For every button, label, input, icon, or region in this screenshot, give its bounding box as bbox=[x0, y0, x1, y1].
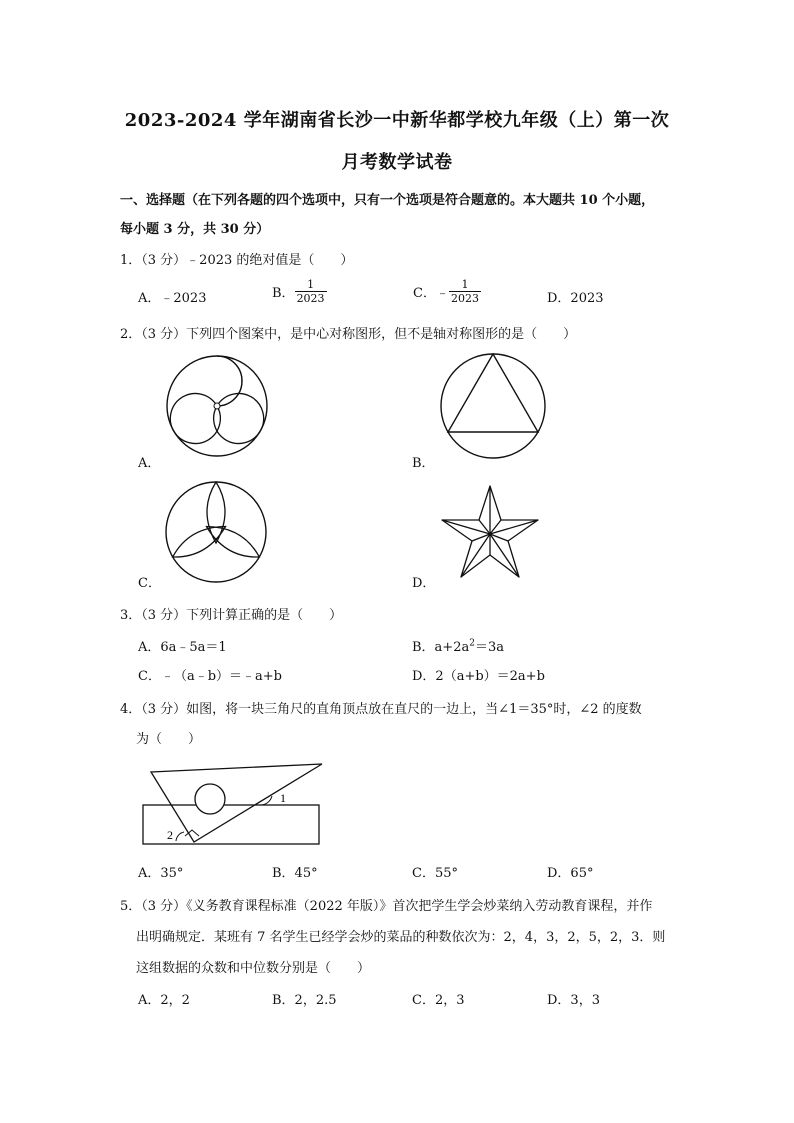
q3-option-b bbox=[412, 636, 504, 655]
q1-option-d: D．2023 bbox=[547, 291, 604, 306]
q4-option-d: D．65° bbox=[547, 866, 594, 881]
q1-option-c-label: C．﹣ bbox=[413, 286, 449, 301]
q3-option-b-exponent: 2 bbox=[469, 638, 475, 649]
q5-stem-line2: 出明确规定．某班有 7 名学生已经学会炒的菜品的种数依次为：2，4，3，2，5，2，3．则 bbox=[136, 930, 666, 945]
page-title-line1: 2023-2024 学年湖南省长沙一中新华都学校九年级（上）第一次 bbox=[124, 110, 670, 131]
q1-option-c bbox=[413, 278, 481, 305]
q5-option-d: D．3，3 bbox=[547, 993, 600, 1008]
q1-option-b bbox=[272, 278, 327, 305]
q1-option-b-label: B． bbox=[272, 286, 295, 301]
q1-option-b-numerator: 1 bbox=[295, 278, 327, 292]
q4-figure-label-1: 1 bbox=[280, 791, 286, 805]
q3-stem: 3．（3 分）下列计算正确的是（ ） bbox=[120, 608, 343, 623]
q2-option-c: C． bbox=[138, 576, 161, 591]
q1-option-c-denominator: 2023 bbox=[450, 292, 479, 305]
q3-option-b-post: ＝3a bbox=[474, 640, 504, 655]
q5-option-c: C．2，3 bbox=[412, 993, 465, 1008]
q1-option-b-denominator: 2023 bbox=[296, 292, 325, 305]
q2-option-b: B． bbox=[412, 456, 435, 471]
q2-option-a: A． bbox=[138, 456, 161, 471]
q2-figure-c bbox=[165, 481, 267, 583]
q3-option-d: D．2（a+b）＝2a+b bbox=[412, 669, 545, 684]
section-heading-line2: 每小题 3 分，共 30 分） bbox=[120, 222, 270, 237]
q3-option-b-pre: B．a+2a bbox=[412, 640, 470, 655]
q4-figure bbox=[140, 762, 326, 846]
section-heading-line1: 一、选择题（在下列各题的四个选项中，只有一个选项是符合题意的。本大题共 10 个小题， bbox=[120, 193, 655, 208]
q4-option-c: C．55° bbox=[412, 866, 458, 881]
q5-option-a: A．2，2 bbox=[138, 993, 190, 1008]
q1-option-b-fraction bbox=[295, 278, 327, 305]
q3-option-a: A．6a﹣5a＝1 bbox=[138, 640, 227, 655]
q2-option-d: D． bbox=[412, 576, 436, 591]
q4-option-a: A．35° bbox=[138, 866, 184, 881]
q1-option-c-fraction bbox=[449, 278, 481, 305]
q4-stem-line2: 为（ ） bbox=[136, 732, 202, 747]
q2-figure-d bbox=[440, 484, 540, 580]
q2-figure-a bbox=[165, 354, 269, 458]
q1-option-a: A．﹣2023 bbox=[138, 291, 207, 306]
q4-figure-label-2: 2 bbox=[167, 828, 173, 842]
q5-stem-line3: 这组数据的众数和中位数分别是（ ） bbox=[136, 961, 371, 976]
q1-stem: 1．（3 分）﹣2023 的绝对值是（ ） bbox=[120, 253, 354, 268]
q2-stem: 2．（3 分）下列四个图案中，是中心对称图形，但不是轴对称图形的是（ ） bbox=[120, 327, 577, 342]
page-title-line2: 月考数学试卷 bbox=[341, 152, 453, 173]
q5-option-b: B．2，2.5 bbox=[272, 993, 337, 1008]
q3-option-c: C．﹣（a﹣b）＝﹣a+b bbox=[138, 669, 282, 684]
q1-option-c-numerator: 1 bbox=[449, 278, 481, 292]
q4-stem-line1: 4．（3 分）如图，将一块三角尺的直角顶点放在直尺的一边上，当∠1＝35°时，∠2 的度数 bbox=[120, 702, 642, 717]
q5-stem-line1: 5．（3 分）《义务教育课程标准（2022 年版）》首次把学生学会炒菜纳入劳动教育课程，并作 bbox=[120, 899, 653, 914]
q4-option-b: B．45° bbox=[272, 866, 318, 881]
q2-figure-b bbox=[440, 353, 546, 459]
